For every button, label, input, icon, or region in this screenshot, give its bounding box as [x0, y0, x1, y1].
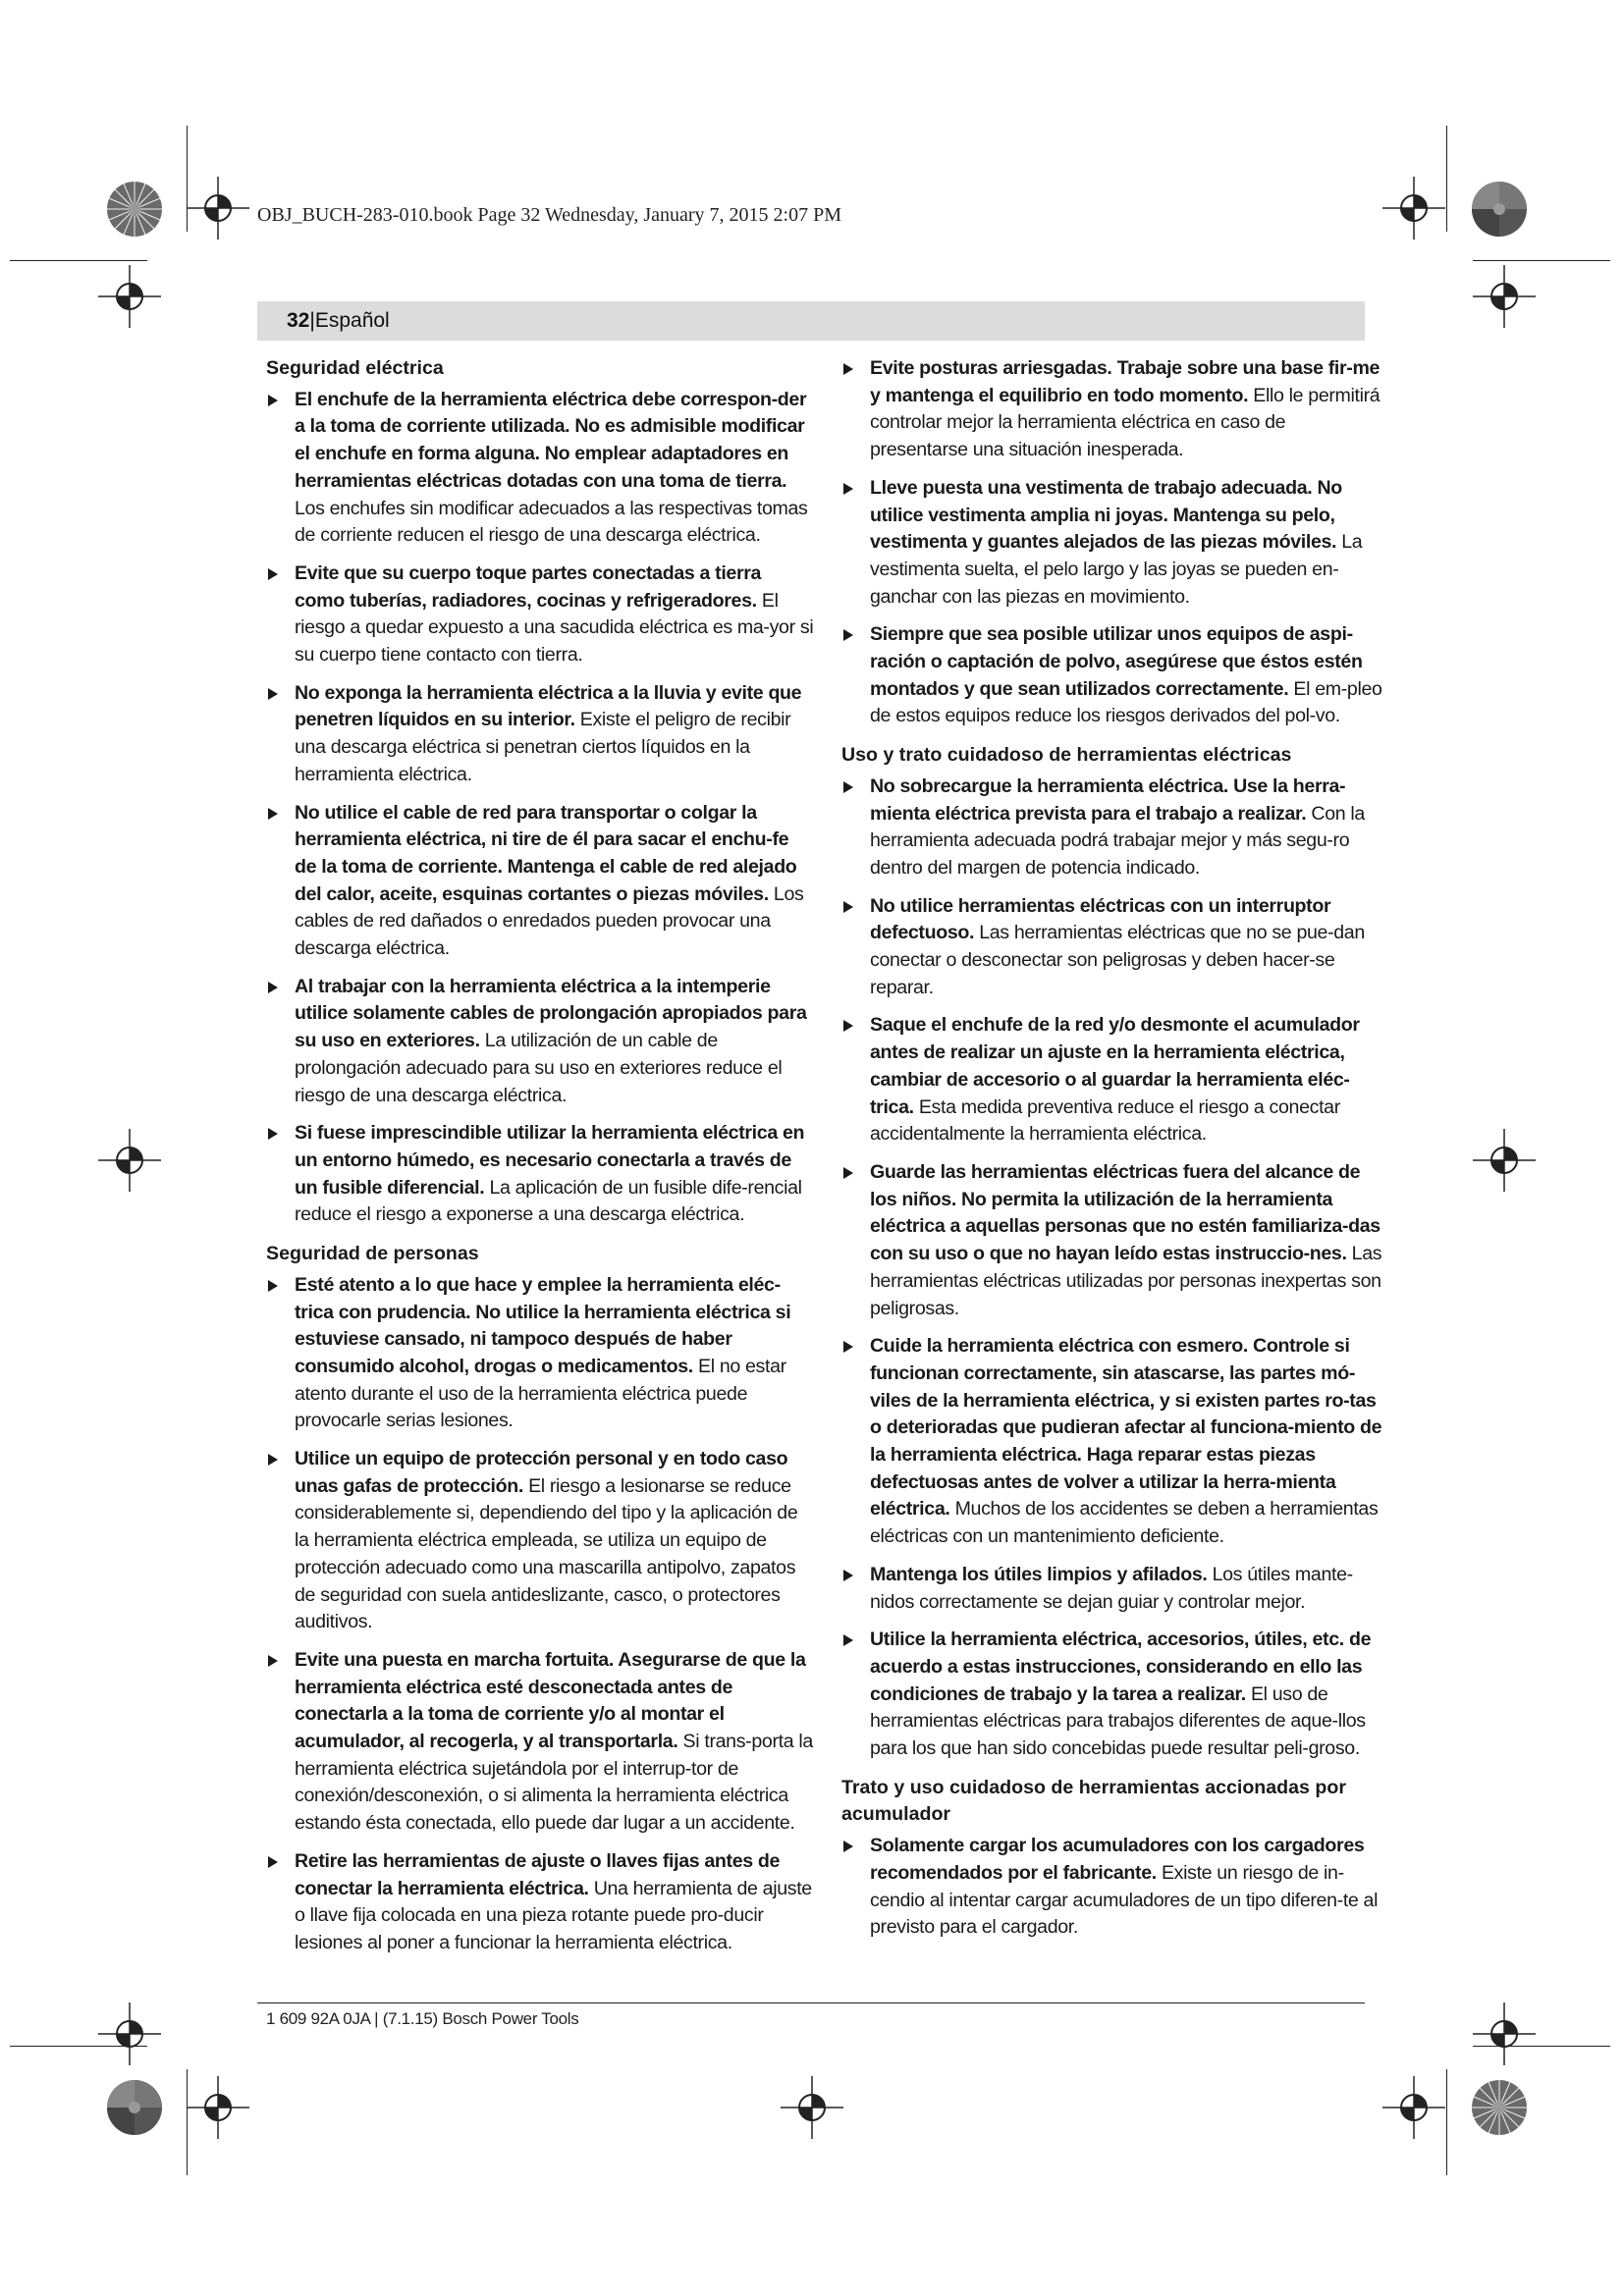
bullet-bold-text: Solamente cargar los acumuladores con los cargadores recomendados por el fabricante.	[870, 1835, 1365, 1884]
registration-mark-icon	[1382, 177, 1445, 240]
color-wheel-icon	[106, 2079, 163, 2136]
bullet-item	[841, 1159, 1387, 1322]
registration-mark-icon	[1382, 2076, 1445, 2139]
right-column	[841, 355, 1387, 1952]
crop-mark	[10, 260, 147, 261]
bullet-body-text: Los enchufes sin modificar adecuados a las respectivas tomas de corriente reducen el riesgo de una descarga eléctrica.	[295, 497, 808, 547]
bullet-item	[266, 800, 814, 963]
bullet-bold-text: No sobrecargue la herramienta eléctrica. Use la herra-mienta eléctrica prevista para el trabajo a realizar.	[870, 774, 1346, 825]
footer-rule	[257, 2002, 1365, 2003]
bullet-item	[841, 475, 1387, 612]
left-column	[266, 355, 814, 1968]
bullet-body-text: Los útiles mante-nidos correctamente se dejan guiar y controlar mejor.	[870, 1563, 1353, 1613]
bullet-body-text: Los cables de red dañados o enredados pueden provocar una descarga eléctrica.	[295, 882, 804, 960]
bullet-item	[266, 1120, 814, 1229]
bullet-triangle-icon	[268, 1454, 278, 1466]
bullet-body-text: Existe el peligro de recibir una descarga eléctrica si penetran ciertos líquidos en la herramienta eléctrica.	[295, 709, 791, 785]
registration-mark-icon	[187, 177, 249, 240]
bullet-bold-text: Mantenga los útiles limpios y afilados.	[870, 1563, 1208, 1585]
bullet-triangle-icon	[268, 688, 278, 700]
bullet-item	[841, 1627, 1387, 1763]
bullet-bold-text: Evite posturas arriesgadas. Trabaje sobre una base fir-me y mantenga el equilibrio en todo momento.	[870, 357, 1380, 406]
bullet-bold-text: No exponga la herramienta eléctrica a la lluvia y evite que penetren líquidos en su interior.	[295, 681, 802, 731]
crop-mark	[1446, 2069, 1447, 2175]
section-title: Seguridad de personas	[266, 1243, 479, 1265]
bullet-triangle-icon	[268, 982, 278, 993]
bullet-bold-text: Esté atento a lo que hace y emplee la herramienta eléc-trica con prudencia. No utilice la herramienta eléctrica si estuviese cansado, ni tampoco después de haber consumido alcohol, drogas o medicamentos.	[295, 1273, 791, 1377]
bullet-bold-text: Evite una puesta en marcha fortuita. Asegurarse de que la herramienta eléctrica esté desconectada antes de conectarla a la toma de corriente y/o al montar el acumulador, al recogerla, y al transportarla.	[295, 1648, 806, 1753]
bullet-bold-text: El enchufe de la herramienta eléctrica debe correspon-der a la toma de corriente utilizada. No es admisible modificar el enchufe en forma alguna. No emplear adaptadores en herramientas eléctricas dotadas con una toma de tierra.	[295, 388, 807, 492]
header-language: Español	[314, 309, 390, 332]
registration-mark-icon	[1473, 1129, 1536, 1192]
registration-mark-icon	[1473, 265, 1536, 328]
bullet-bold-text: Saque el enchufe de la red y/o desmonte el acumulador antes de realizar un ajuste en la herramienta eléctrica, cambiar de accesorio o al guardar la herramienta eléc-trica.	[870, 1014, 1360, 1118]
bullet-triangle-icon	[843, 901, 853, 913]
bullet-triangle-icon	[268, 1655, 278, 1667]
bullet-triangle-icon	[268, 1856, 278, 1868]
bullet-triangle-icon	[843, 781, 853, 793]
color-wheel-icon	[1471, 181, 1528, 238]
bullet-item	[266, 680, 814, 789]
bullet-bold-text: Evite que su cuerpo toque partes conectadas a tierra como tuberías, radiadores, cocinas y refrigeradores.	[295, 561, 762, 612]
bullet-item	[266, 1446, 814, 1636]
registration-mark-icon	[98, 2002, 161, 2065]
section-title: Trato y uso cuidadoso de herramientas accionadas por acumulador	[841, 1776, 1346, 1826]
bullet-bold-text: Al trabajar con la herramienta eléctrica a la intemperie utilice solamente cables de prolongación apropiados para su uso en exteriores.	[295, 975, 807, 1052]
bullet-body-text: Muchos de los accidentes se deben a herramientas eléctricas con un mantenimiento deficiente.	[870, 1498, 1379, 1548]
color-wheel-icon	[1471, 2079, 1528, 2136]
bullet-item	[841, 893, 1387, 1002]
bullet-triangle-icon	[843, 1341, 853, 1353]
bullet-body-text: El riesgo a lesionarse se reduce considerablemente si, dependiendo del tipo y la aplicación de la herramienta eléctrica empleada, se utiliza un equipo de protección adecuado como una mascarilla antipolvo, zapatos de seguridad con suela antideslizante, casco, o protectores auditivos.	[295, 1474, 798, 1633]
bullet-body-text: La aplicación de un fusible dife-rencial reduce el riesgo a exponerse a una descarga eléctrica.	[295, 1176, 802, 1226]
page-footer: 1 609 92A 0JA | (7.1.15) Bosch Power Tools	[266, 2009, 579, 2028]
bullet-triangle-icon	[843, 1634, 853, 1646]
registration-mark-icon	[1473, 2002, 1536, 2065]
book-slug: OBJ_BUCH-283-010.book Page 32 Wednesday, January 7, 2015 2:07 PM	[257, 204, 842, 226]
bullet-bold-text: Si fuese imprescindible utilizar la herramienta eléctrica en un entorno húmedo, es necesario conectarla a través de un fusible diferencial.	[295, 1122, 805, 1199]
bullet-triangle-icon	[843, 629, 853, 641]
bullet-body-text: Una herramienta de ajuste o llave fija colocada en una pieza rotante puede pro-ducir lesiones al poner a funcionar la herramienta eléctrica.	[295, 1877, 812, 1953]
bullet-body-text: La vestimenta suelta, el pelo largo y las joyas se pueden en-ganchar con las piezas en movimiento.	[870, 531, 1363, 608]
bullet-bold-text: Retire las herramientas de ajuste o llaves fijas antes de conectar la herramienta eléctrica.	[295, 1849, 781, 1899]
bullet-triangle-icon	[843, 1167, 853, 1179]
bullet-triangle-icon	[268, 808, 278, 820]
bullet-item	[841, 355, 1387, 464]
bullet-triangle-icon	[268, 1280, 278, 1292]
bullet-item	[266, 1647, 814, 1838]
page-header	[287, 306, 390, 336]
bullet-triangle-icon	[843, 363, 853, 375]
bullet-bold-text: Cuide la herramienta eléctrica con esmero. Controle si funcionan correctamente, sin atascarse, las partes mó-viles de la herramienta eléctrica, y si existen partes ro-tas o deterioradas que pudieran afectar al funciona-miento de la herramienta eléctrica. Haga reparar estas piezas defectuosas antes de volver a utilizar la herra-mienta eléctrica.	[870, 1335, 1382, 1521]
bullet-bold-text: Utilice la herramienta eléctrica, accesorios, útiles, etc. de acuerdo a estas instrucciones, considerando en ello las condiciones de trabajo y la tarea a realizar.	[870, 1629, 1372, 1705]
bullet-bold-text: Siempre que sea posible utilizar unos equipos de aspi-ración o captación de polvo, asegúrese que éstos estén montados y que sean utilizados correctamente.	[870, 623, 1363, 700]
bullet-triangle-icon	[268, 395, 278, 406]
bullet-item	[841, 1833, 1387, 1942]
bullet-body-text: Las herramientas eléctricas que no se pue-dan conectar o desconectar son peligrosas y deben hacer-se reparar.	[870, 922, 1365, 998]
bullet-body-text: Esta medida preventiva reduce el riesgo a conectar accidentalmente la herramienta eléctrica.	[870, 1095, 1340, 1146]
bullet-bold-text: No utilice herramientas eléctricas con un interruptor defectuoso.	[870, 894, 1331, 944]
registration-mark-icon	[781, 2076, 843, 2139]
bullet-body-text: El uso de herramientas eléctricas para trabajos diferentes de aque-llos para los que han sido concebidas puede resultar peli-groso.	[870, 1682, 1366, 1760]
crop-mark	[1473, 260, 1610, 261]
bullet-item	[841, 774, 1387, 882]
section-title: Seguridad eléctrica	[266, 357, 444, 379]
bullet-body-text: La utilización de un cable de prolongación adecuado para su uso en exteriores reduce el riesgo de una descarga eléctrica.	[295, 1030, 783, 1106]
bullet-body-text: Si trans-porta la herramienta eléctrica sujetándola por el interrup-tor de conexión/desconexión, o si alimenta la herramienta eléctrica estando ésta conectada, ello puede dar lugar a un accidente.	[295, 1731, 813, 1835]
bullet-item	[266, 974, 814, 1110]
bullet-body-text: Ello le permitirá controlar mejor la herramienta eléctrica en caso de presentarse una situación inesperada.	[870, 384, 1380, 461]
crop-mark	[1446, 126, 1447, 232]
bullet-bold-text: Utilice un equipo de protección personal y en todo caso unas gafas de protección.	[295, 1448, 788, 1497]
bullet-bold-text: Guarde las herramientas eléctricas fuera del alcance de los niños. No permita la utilización de la herramienta eléctrica a aquellas personas que no estén familiariza-das con su uso o que no hayan leído estas instruccio-nes.	[870, 1160, 1380, 1265]
bullet-body-text: El no estar atento durante el uso de la herramienta eléctrica puede provocarle serias lesiones.	[295, 1355, 786, 1432]
page-header-band	[257, 301, 1365, 341]
bullet-item	[841, 1012, 1387, 1148]
bullet-item	[266, 1272, 814, 1435]
bullet-triangle-icon	[843, 1020, 853, 1032]
bullet-item	[841, 1333, 1387, 1551]
bullet-triangle-icon	[843, 1841, 853, 1852]
bullet-item	[266, 1848, 814, 1957]
section-title: Uso y trato cuidadoso de herramientas eléctricas	[841, 744, 1292, 767]
registration-mark-icon	[98, 1129, 161, 1192]
bullet-item	[841, 621, 1387, 730]
bullet-body-text: Con la herramienta adecuada podrá trabajar mejor y más segu-ro dentro del margen de potencia indicado.	[870, 802, 1365, 879]
bullet-body-text: El riesgo a quedar expuesto a una sacudida eléctrica es ma-yor si su cuerpo tiene contacto con tierra.	[295, 589, 814, 667]
registration-mark-icon	[98, 265, 161, 328]
color-wheel-icon	[106, 181, 163, 238]
bullet-bold-text: Lleve puesta una vestimenta de trabajo adecuada. No utilice vestimenta amplia ni joyas. Mantenga su pelo, vestimenta y guantes alejados de las piezas móviles.	[870, 476, 1342, 554]
bullet-triangle-icon	[268, 1128, 278, 1140]
registration-mark-icon	[187, 2076, 249, 2139]
bullet-item	[266, 387, 814, 550]
bullet-body-text: El em-pleo de estos equipos reduce los riesgos derivados del pol-vo.	[870, 677, 1382, 727]
bullet-body-text: Existe un riesgo de in-cendio al intentar cargar acumuladores de un tipo diferen-te al previsto para el cargador.	[870, 1861, 1379, 1939]
page-number: 32	[287, 309, 310, 332]
bullet-body-text: Las herramientas eléctricas utilizadas por personas inexpertas son peligrosas.	[870, 1243, 1382, 1319]
bullet-item	[841, 1562, 1387, 1616]
bullet-triangle-icon	[843, 483, 853, 495]
bullet-triangle-icon	[268, 568, 278, 580]
bullet-bold-text: No utilice el cable de red para transportar o colgar la herramienta eléctrica, ni tire de él para sacar el enchu-fe de la toma de corriente. Mantenga el cable de red alejado del calor, aceite, esquinas cortantes o piezas móviles.	[295, 801, 797, 905]
bullet-item	[266, 561, 814, 669]
bullet-triangle-icon	[843, 1570, 853, 1581]
header-separator: |	[309, 309, 315, 332]
